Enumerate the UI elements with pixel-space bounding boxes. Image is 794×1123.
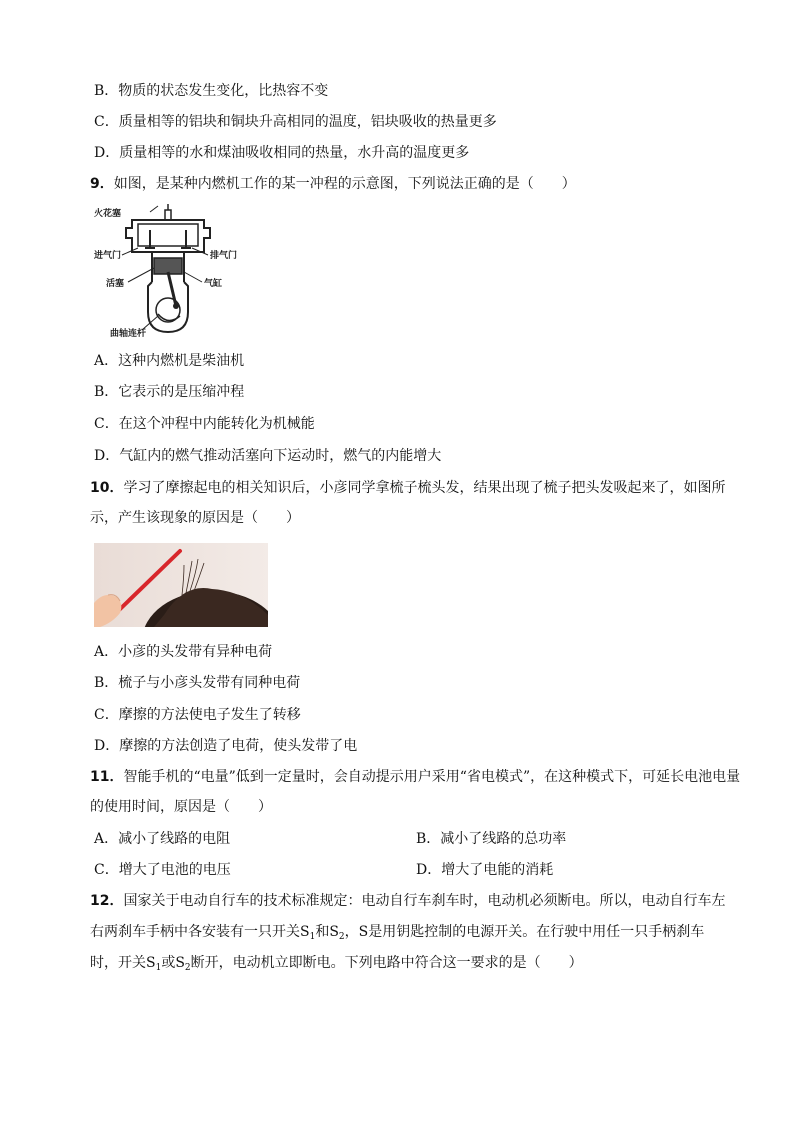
q10-stem-line2: 示，产生该现象的原因是（ ） [90, 510, 300, 526]
q12-line3: 时，开关$S_1$或$S_2$断开，电动机立即断电。下列电路中符合这一要求的是（ ） [90, 955, 583, 973]
q10-option-a: A．小彦的头发带有异种电荷 [94, 644, 273, 660]
label-crank: 曲轴连杆 [110, 329, 147, 339]
q12-number: 12． [90, 893, 124, 909]
q9-option-b: B．它表示的是压缩冲程 [94, 384, 245, 400]
q10-stem-line1: 10．学习了摩擦起电的相关知识后，小彦同学拿梳子梳头发，结果出现了梳子把头发吸起来了，如图所 [90, 480, 726, 496]
q8-option-b: B．物质的状态发生变化，比热容不变 [94, 83, 329, 99]
q11-option-c: C．增大了电池的电压 [94, 862, 231, 878]
q11-option-a: A．减小了线路的电阻 [94, 831, 231, 847]
comb-hair-photo [94, 543, 268, 627]
engine-stroke-diagram [92, 202, 242, 340]
q9-option-a: A．这种内燃机是柴油机 [94, 353, 245, 369]
q9-number: 9． [90, 176, 114, 192]
q11-stem-line1: 11．智能手机的“电量”低到一定量时，会自动提示用户采用“省电模式”，在这种模式下，可延长电池电量 [90, 769, 741, 785]
q8-option-c: C．质量相等的铝块和铜块升高相同的温度，铝块吸收的热量更多 [94, 114, 497, 130]
q8-option-d: D．质量相等的水和煤油吸收相同的热量，水升高的温度更多 [94, 145, 470, 161]
q11-number: 11． [90, 769, 124, 785]
q10-option-d: D．摩擦的方法创造了电荷，使头发带了电 [94, 738, 358, 754]
q12-line2: 右两刹车手柄中各安装有一只开关$S_1$和$S_2$，S是用钥匙控制的电源开关。在行驶中用任一只手柄刹车 [90, 924, 705, 942]
q11-option-d: D．增大了电能的消耗 [416, 862, 554, 878]
label-intake-valve: 进气门 [94, 251, 122, 261]
q9-stem [90, 174, 576, 194]
q11-option-b: B．减小了线路的总功率 [416, 831, 567, 847]
q12-line1: 12．国家关于电动自行车的技术标准规定：电动自行车刹车时，电动机必须断电。所以，电动自行车左 [90, 893, 726, 909]
label-piston: 活塞 [106, 279, 125, 289]
q10-number: 10． [90, 480, 124, 496]
label-spark-plug: 火花塞 [94, 209, 122, 219]
label-exhaust-valve: 排气门 [210, 251, 238, 261]
q11-stem-line2: 的使用时间，原因是（ ） [90, 799, 272, 815]
q10-option-c: C．摩擦的方法使电子发生了转移 [94, 707, 301, 723]
label-cylinder: 气缸 [204, 279, 223, 289]
q9-option-d: D．气缸内的燃气推动活塞向下运动时，燃气的内能增大 [94, 448, 442, 464]
q9-option-c: C．在这个冲程中内能转化为机械能 [94, 416, 315, 432]
q10-option-b: B．梳子与小彦头发带有同种电荷 [94, 675, 301, 691]
q9-stem-text: 如图，是某种内燃机工作的某一冲程的示意图，下列说法正确的是（ ） [113, 176, 576, 192]
